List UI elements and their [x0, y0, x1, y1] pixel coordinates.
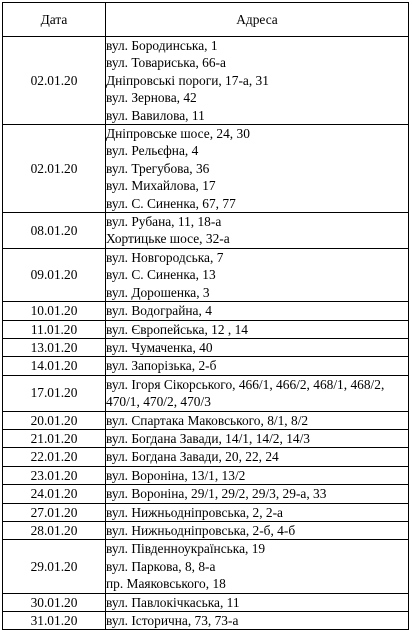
table-row	[3, 485, 409, 503]
table-row	[3, 248, 409, 301]
date-cell: 02.01.20	[3, 37, 106, 125]
address-line: вул. Михайлова, 17	[106, 178, 216, 194]
date-cell: 22.01.20	[3, 448, 106, 466]
address-cell	[106, 466, 409, 484]
address-cell	[106, 540, 409, 593]
table-row	[3, 125, 409, 213]
table-body	[3, 37, 409, 630]
table-row	[3, 503, 409, 521]
address-line: вул. Вороніна, 13/1, 13/2	[106, 467, 246, 483]
header-row	[3, 3, 409, 37]
table-row	[3, 429, 409, 447]
address-line: вул. С. Синенка, 67, 77	[106, 195, 236, 211]
address-line: вул. Запорізька, 2-б	[106, 358, 217, 374]
address-line: вул. Вавилова, 11	[106, 107, 205, 123]
address-line: вул. Павлокічкаська, 11	[106, 594, 240, 610]
table-row	[3, 338, 409, 356]
address-line: вул. Паркова, 8, 8-а	[106, 558, 216, 574]
address-line: Дніпровське шосе, 24, 30	[106, 126, 250, 142]
date-cell: 24.01.20	[3, 485, 106, 503]
date-cell: 13.01.20	[3, 338, 106, 356]
address-cell	[106, 448, 409, 466]
address-cell	[106, 429, 409, 447]
address-line: вул. Південноукраїнська, 19	[106, 541, 266, 557]
date-cell: 17.01.20	[3, 375, 106, 411]
table-row	[3, 593, 409, 611]
address-line: пр. Маяковського, 18	[106, 576, 226, 592]
address-column-header: Адреса	[106, 3, 409, 37]
address-line: вул. Рубана, 11, 18-а	[106, 214, 222, 230]
address-line: вул. Нижньодніпровська, 2, 2-а	[106, 504, 283, 520]
address-line: вул. Новгородська, 7	[106, 249, 224, 265]
date-cell: 29.01.20	[3, 540, 106, 593]
date-cell: 21.01.20	[3, 429, 106, 447]
date-cell: 11.01.20	[3, 320, 106, 338]
date-cell: 20.01.20	[3, 411, 106, 429]
address-cell	[106, 213, 409, 249]
date-cell: 28.01.20	[3, 521, 106, 539]
address-line: вул. С. Синенка, 13	[106, 267, 216, 283]
table-row	[3, 213, 409, 249]
address-cell	[106, 338, 409, 356]
address-line: вул. Богдана Завади, 14/1, 14/2, 14/3	[106, 430, 310, 446]
address-cell	[106, 593, 409, 611]
address-line: вул. Європейська, 12 , 14	[106, 321, 248, 337]
address-cell	[106, 503, 409, 521]
date-cell: 31.01.20	[3, 612, 106, 630]
address-cell	[106, 37, 409, 125]
date-cell: 10.01.20	[3, 302, 106, 320]
address-cell	[106, 411, 409, 429]
address-line: вул. Бородинська, 1	[106, 38, 218, 53]
address-line: вул. Рельєфна, 4	[106, 143, 199, 159]
table-row	[3, 448, 409, 466]
address-line: вул. Чумаченка, 40	[106, 339, 213, 355]
table-row	[3, 37, 409, 125]
table-row	[3, 320, 409, 338]
date-cell: 02.01.20	[3, 125, 106, 213]
address-line: вул. Трегубова, 36	[106, 160, 210, 176]
table-row	[3, 375, 409, 411]
address-cell	[106, 357, 409, 375]
table-row	[3, 357, 409, 375]
address-line: Дніпровські пороги, 17-а, 31	[106, 72, 269, 88]
address-line: вул. Нижньодніпровська, 2-б, 4-б	[106, 522, 296, 538]
address-cell	[106, 375, 409, 411]
address-line: вул. Історична, 73, 73-а	[106, 613, 239, 628]
table-row	[3, 411, 409, 429]
address-line: вул. Водограйна, 4	[106, 303, 212, 319]
table-row	[3, 612, 409, 630]
date-cell: 14.01.20	[3, 357, 106, 375]
date-cell: 30.01.20	[3, 593, 106, 611]
date-cell: 23.01.20	[3, 466, 106, 484]
address-cell	[106, 248, 409, 301]
address-line: вул. Дорошенка, 3	[106, 284, 210, 300]
address-line: вул. Товариська, 66-а	[106, 55, 226, 71]
address-cell	[106, 320, 409, 338]
address-line: вул. Богдана Завади, 20, 22, 24	[106, 449, 279, 465]
date-cell: 09.01.20	[3, 248, 106, 301]
date-column-header: Дата	[3, 3, 106, 37]
table-header	[3, 3, 409, 37]
address-line: вул. Вороніна, 29/1, 29/2, 29/3, 29-а, 33	[106, 486, 327, 502]
address-cell	[106, 521, 409, 539]
address-line: вул. Ігоря Сікорського, 466/1, 466/2, 468/1, 468/2, 470/1, 470/2, 470/3	[106, 376, 385, 410]
date-cell: 08.01.20	[3, 213, 106, 249]
address-line: вул. Зернова, 42	[106, 90, 197, 106]
address-line: Хортицьке шосе, 32-а	[106, 231, 230, 247]
address-cell	[106, 125, 409, 213]
address-cell	[106, 302, 409, 320]
address-cell	[106, 485, 409, 503]
table-row	[3, 540, 409, 593]
address-cell	[106, 612, 409, 630]
date-cell: 27.01.20	[3, 503, 106, 521]
schedule-table	[2, 2, 409, 630]
table-row	[3, 302, 409, 320]
table-row	[3, 466, 409, 484]
table-row	[3, 521, 409, 539]
address-line: вул. Спартака Маковського, 8/1, 8/2	[106, 412, 309, 428]
